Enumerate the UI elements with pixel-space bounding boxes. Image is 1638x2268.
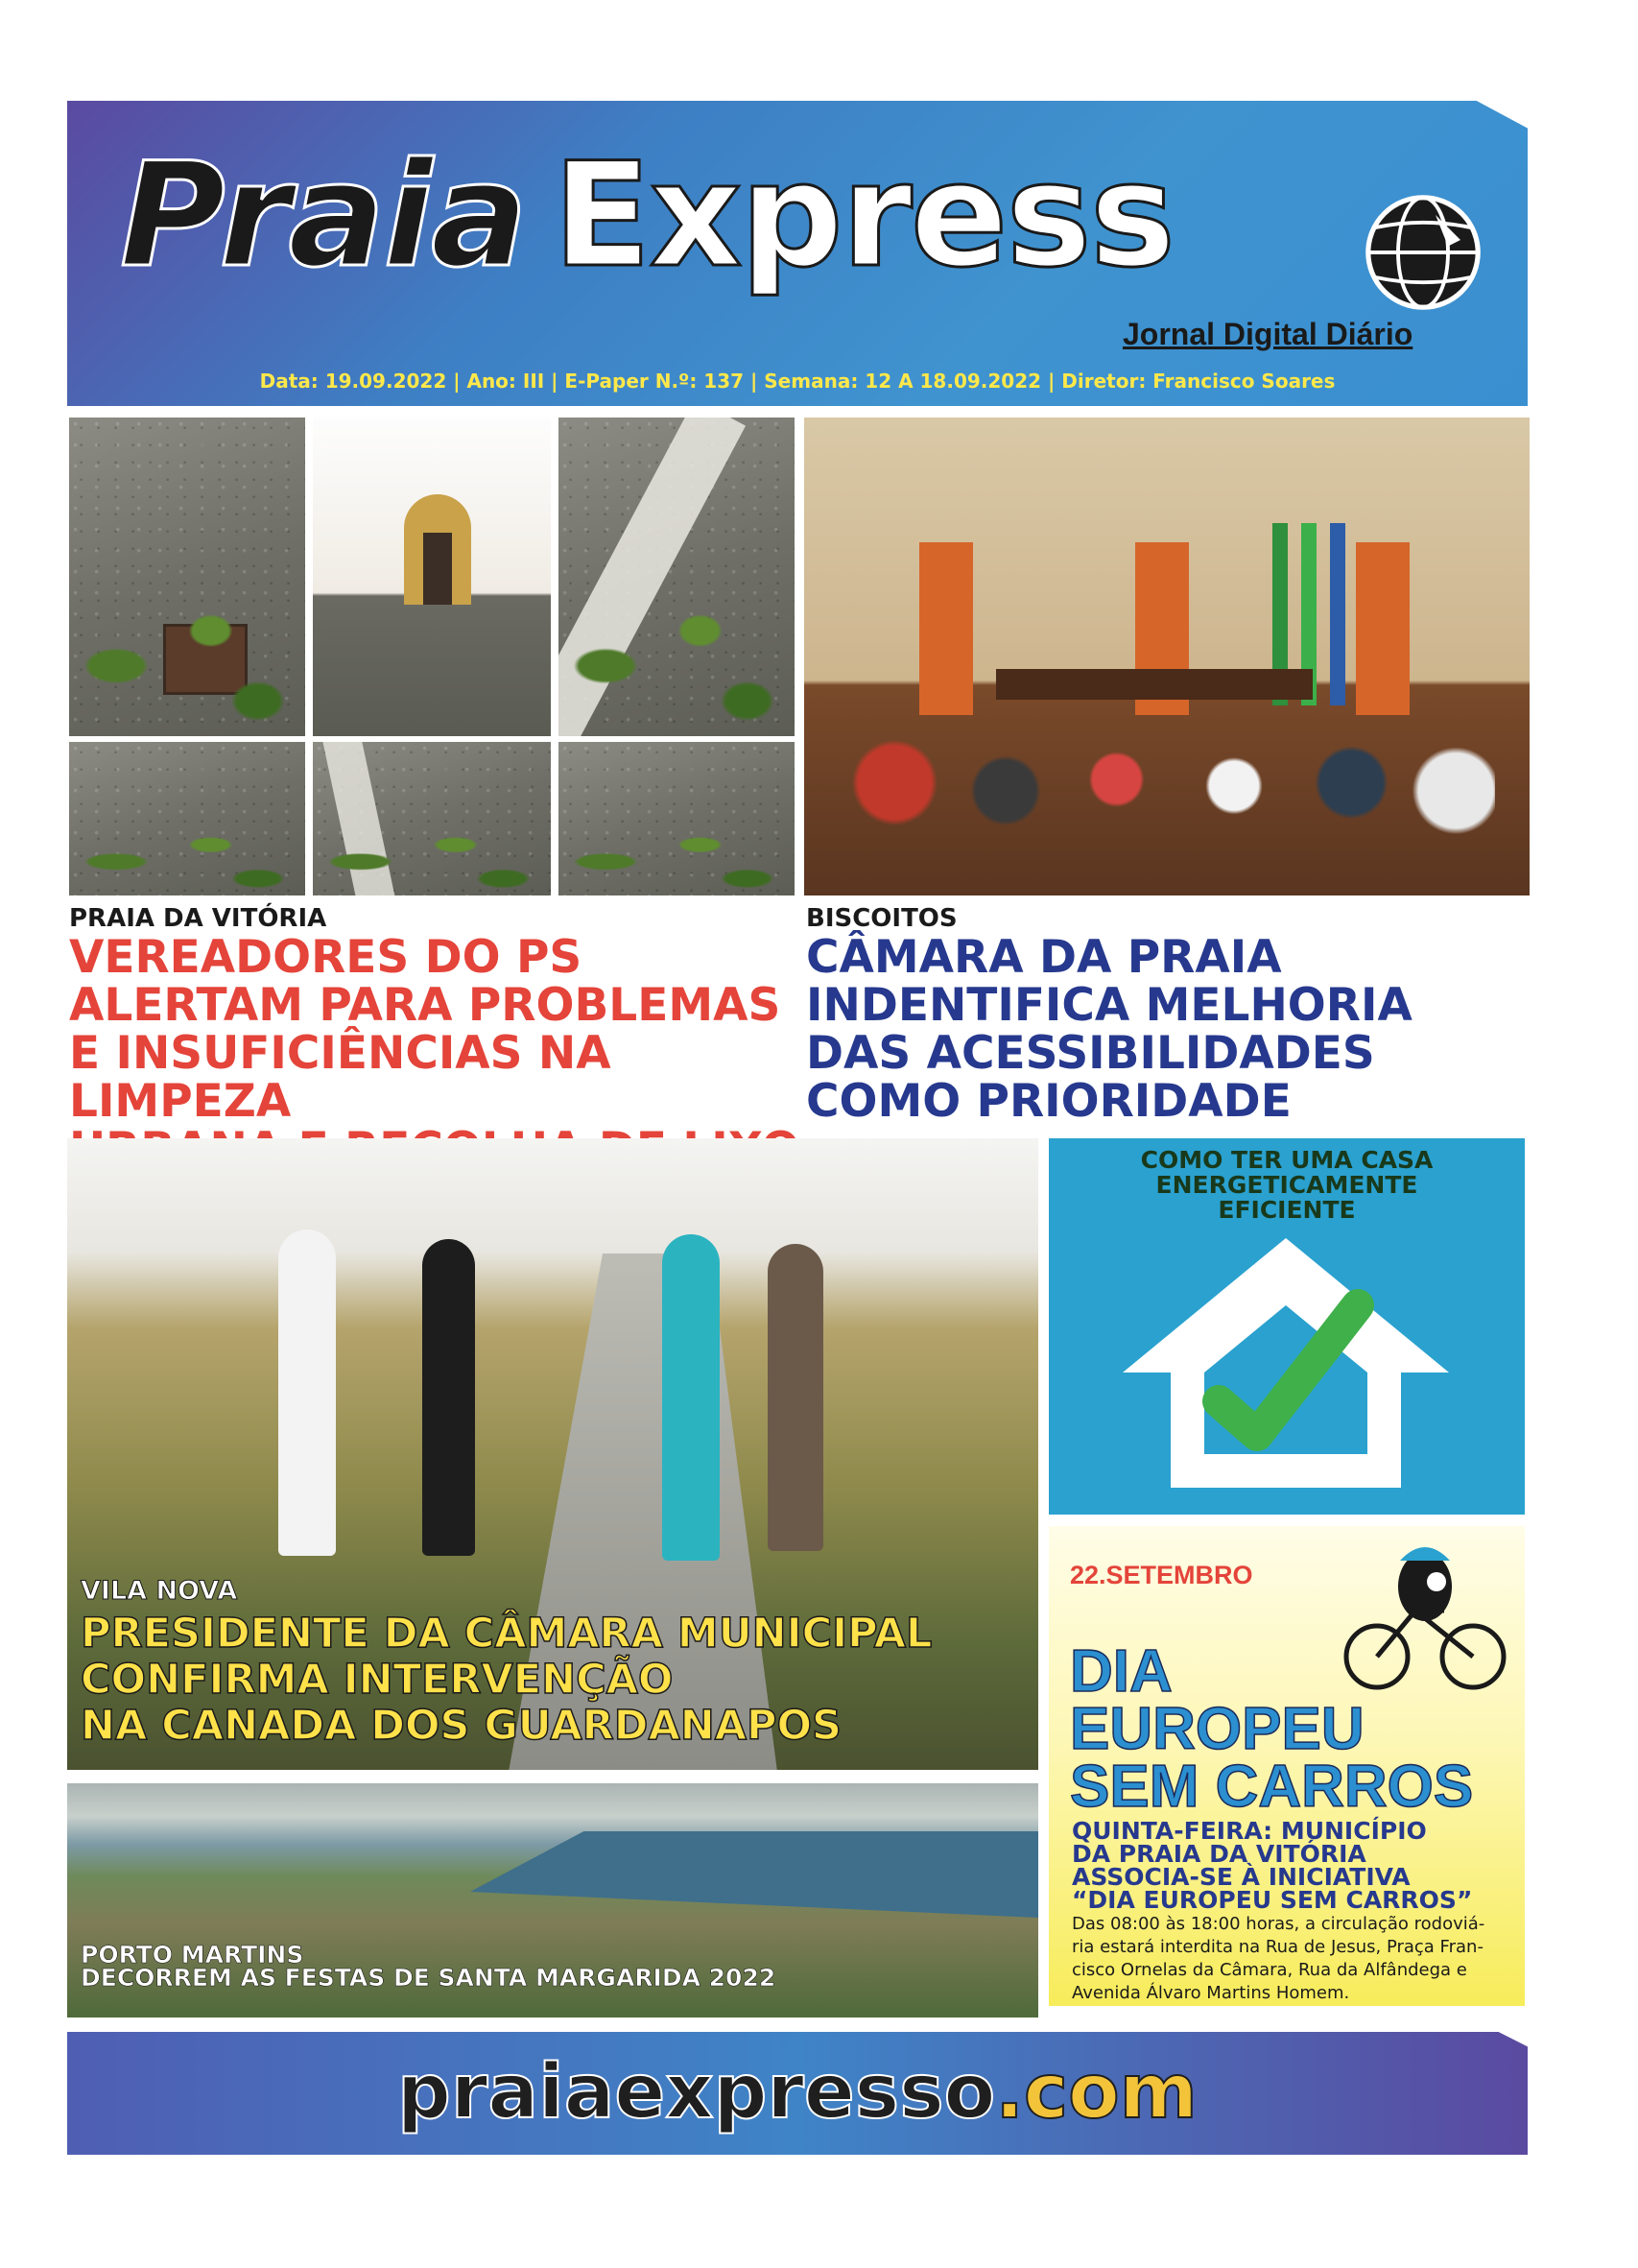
church-door: [423, 533, 452, 605]
ad-carfree-title-line: DIA: [1070, 1638, 1173, 1705]
flag: [1330, 523, 1345, 705]
ad-carfree-body: [1072, 1913, 1513, 2005]
ad-energy-title-line: ENERGETICAMENTE: [1155, 1171, 1418, 1199]
ad-carfree-body-line: ria estará interdita na Rua de Jesus, Praça Fran-: [1072, 1937, 1484, 1957]
person: [662, 1234, 720, 1561]
headline-line: NA CANADA DOS GUARDANAPOS: [81, 1702, 843, 1750]
masthead-dateline: Data: 19.09.2022 | Ano: III | E-Paper N.º: 137 | Semana: 12 A 18.09.2022 | Diretor: Francisco Soares: [259, 370, 1336, 393]
kicker-left: PRAIA DA VITÓRIA: [69, 904, 327, 933]
title-express: Express: [553, 132, 1175, 299]
sea: [470, 1831, 1038, 1918]
white-stripe: [322, 742, 400, 895]
ad-carfree-title-line: EUROPEU: [1070, 1696, 1365, 1762]
footer-url-tld: .com: [995, 2049, 1198, 2136]
ad-energy-title-line: EFICIENTE: [1218, 1196, 1356, 1224]
photo-church[interactable]: [313, 418, 551, 736]
ad-carfree-subhead-line: QUINTA-FEIRA: MUNICÍPIO: [1072, 1817, 1427, 1845]
headline-main[interactable]: [81, 1611, 932, 1749]
photo-street-5[interactable]: [558, 742, 795, 895]
photo-meeting[interactable]: [804, 418, 1530, 895]
person: [278, 1229, 336, 1556]
drain-cover: [163, 624, 248, 695]
headline-line: ALERTAM PARA PROBLEMAS: [69, 979, 781, 1032]
curtain: [919, 542, 973, 715]
caption-bottom[interactable]: [81, 1941, 776, 1992]
headline-line: CÂMARA DA PRAIA: [806, 931, 1282, 984]
footer-url-domain: praiaexpresso: [397, 2049, 996, 2136]
ad-carfree-subhead-line: DA PRAIA DA VITÓRIA: [1072, 1840, 1366, 1868]
meeting-table: [996, 669, 1313, 700]
ad-carfree-body-line: Das 08:00 às 18:00 horas, a circulação rodoviá-: [1072, 1914, 1485, 1934]
kicker-main: VILA NOVA: [81, 1576, 238, 1606]
ad-carfree-date: 22.SETEMBRO: [1070, 1561, 1253, 1589]
audience: [843, 734, 1495, 895]
globe-icon: [1361, 190, 1485, 315]
headline-line: INDENTIFICA MELHORIA: [806, 979, 1412, 1032]
kicker-bottom: PORTO MARTINS: [81, 1941, 304, 1969]
ad-energy-title-line: COMO TER UMA CASA: [1140, 1146, 1434, 1174]
headline-line: VEREADORES DO PS: [69, 931, 582, 984]
kicker-right: BISCOITOS: [806, 904, 958, 933]
ad-carfree-title: [1070, 1638, 1474, 1820]
ad-energy-title: [1049, 1148, 1525, 1223]
ad-carfree-body-line: Avenida Álvaro Martins Homem.: [1072, 1983, 1350, 2003]
footer-url[interactable]: [67, 2049, 1528, 2136]
headline-line: CONFIRMA INTERVENÇÃO: [81, 1656, 674, 1704]
masthead-tagline: Jornal Digital Diário: [1123, 317, 1413, 351]
ad-carfree-subhead-line: “DIA EUROPEU SEM CARROS”: [1072, 1886, 1473, 1914]
ad-carfree-title-line: SEM CARROS: [1070, 1754, 1474, 1820]
masthead-title: [120, 132, 1175, 299]
photo-street-4[interactable]: [313, 742, 551, 895]
ad-carfree-body-line: cisco Ornelas da Câmara, Rua da Alfândega e: [1072, 1960, 1467, 1980]
house-check-icon: [1113, 1229, 1459, 1497]
headline-line: COMO PRIORIDADE: [806, 1075, 1292, 1128]
ad-carfree-subhead: [1072, 1817, 1473, 1914]
person: [768, 1244, 823, 1551]
title-praia: Praia: [120, 132, 527, 299]
curtain: [1356, 542, 1410, 715]
photo-street-1[interactable]: [69, 418, 305, 736]
headline-right[interactable]: [806, 931, 1526, 1128]
headline-line: E INSUFICIÊNCIAS NA LIMPEZA: [69, 1027, 611, 1128]
headline-line: PRESIDENTE DA CÂMARA MUNICIPAL: [81, 1610, 933, 1658]
headline-bottom: DECORREM AS FESTAS DE SANTA MARGARIDA 2022: [81, 1964, 776, 1992]
headline-line: DAS ACESSIBILIDADES: [806, 1027, 1375, 1080]
ad-carfree-subhead-line: ASSOCIA-SE À INICIATIVA: [1072, 1863, 1411, 1891]
person: [422, 1239, 475, 1556]
white-stripe: [558, 418, 746, 736]
photo-street-2[interactable]: [558, 418, 795, 736]
photo-street-3[interactable]: [69, 742, 305, 895]
